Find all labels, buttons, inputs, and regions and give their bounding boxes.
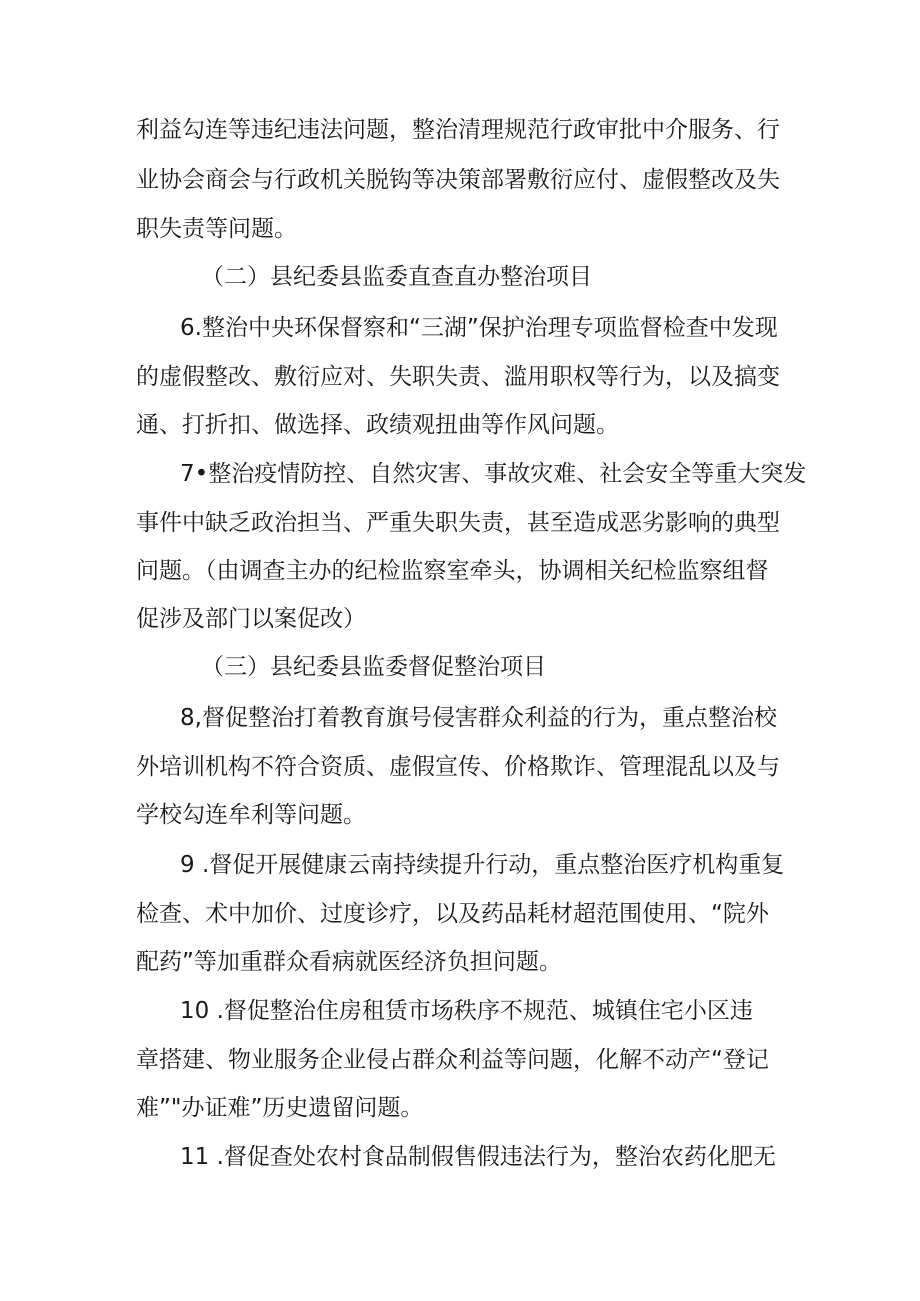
paragraph-line: 外培训机构不符合资质、虚假宣传、价格欺诈、管理混乱以及与 [136, 754, 780, 780]
paragraph-line: 9 .督促开展健康云南持续提升行动，重点整治医疗机构重复 [180, 852, 785, 878]
paragraph-line: 学校勾连牟利等问题。 [136, 802, 366, 828]
paragraph-line: 利益勾连等违纪违法问题，整治清理规范行政审批中介服务、行 [136, 117, 780, 143]
paragraph-line: 通、打折扣、做选择、政绩观扭曲等作风问题。 [136, 412, 619, 438]
paragraph-line: 的虚假整改、敷衍应对、失职失责、滥用职权等行为，以及搞变 [136, 364, 780, 390]
paragraph-line: 事件中缺乏政治担当、严重失职失责，甚至造成恶劣影响的典型 [136, 510, 780, 536]
paragraph-line: 配药”等加重群众看病就医经济负担问题。 [136, 949, 562, 975]
paragraph-line: 职失责等问题。 [136, 216, 297, 242]
paragraph-line: 问题。（由调查主办的纪检监察室牵头，协调相关纪检监察组督 [136, 558, 769, 584]
paragraph-line: 检查、术中加价、过度诊疗，以及药品耗材超范围使用、“院外 [136, 901, 769, 927]
paragraph-line: 10 .督促整治住房租赁市场秩序不规范、城镇住宅小区违 [180, 998, 753, 1024]
paragraph-line: 8,督促整治打着教育旗号侵害群众利益的行为，重点整治校 [180, 705, 777, 731]
paragraph-line: 11 .督促查处农村食品制假售假违法行为，整治农药化肥无 [180, 1144, 776, 1170]
paragraph-line: 业协会商会与行政机关脱钩等决策部署敷衍应付、虚假整改及失 [136, 167, 780, 193]
paragraph-line: 章搭建、物业服务企业侵占群众利益等问题，化解不动产“登记 [136, 1047, 769, 1073]
paragraph-line: 6.整治中央环保督察和“三湖”保护治理专项监督检查中发现 [180, 315, 778, 341]
section-heading: （三）县纪委县监委督促整治项目 [201, 654, 546, 680]
section-heading: （二）县纪委县监委直查直办整治项目 [201, 264, 592, 290]
paragraph-line: 7•整治疫情防控、自然灾害、事故灾难、社会安全等重大突发 [180, 461, 807, 487]
paragraph-line: 难”"办证难”历史遗留问题。 [136, 1095, 424, 1121]
paragraph-line: 促涉及部门以案促改） [136, 606, 366, 632]
